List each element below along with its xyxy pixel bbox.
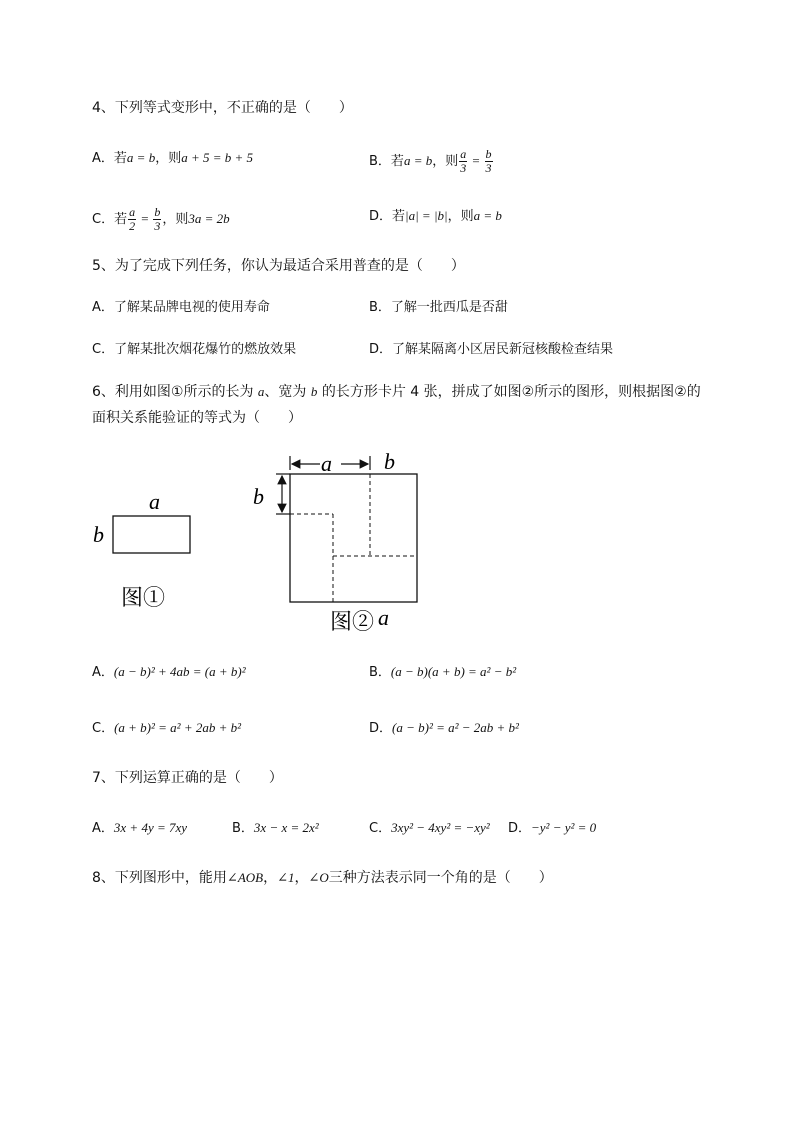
fig2-top-a-label: a — [321, 451, 332, 476]
rectangle-card — [113, 516, 190, 553]
question-4-stem: 4、下列等式变形中，不正确的是（ ） — [92, 100, 353, 116]
fraction: $\frac{a}{2}$ — [129, 205, 136, 233]
q6-option-a: A．(a − b)² + 4ab = (a + b)² — [92, 664, 246, 680]
fraction: $\frac{a}{3}$ — [460, 147, 467, 175]
q4-option-b: B．若a = b，则 $\frac{a}{3}$ = $\frac{b}{3}$ — [369, 147, 492, 175]
fig2-left-b-label: b — [253, 484, 264, 509]
q7-option-b: B．3x − x = 2x² — [232, 820, 319, 836]
question-6-stem-line2: 面积关系能验证的等式为（ ） — [92, 410, 302, 426]
outer-square — [290, 474, 417, 602]
q7-option-a: A．3x + 4y = 7xy — [92, 820, 188, 836]
q6-option-b: B．(a − b)(a + b) = a² − b² — [369, 664, 517, 680]
fig1-top-label: a — [149, 489, 160, 514]
question-5-stem: 5、为了完成下列任务，你认为最适合采用普查的是（ ） — [92, 258, 465, 274]
q5-option-b: B．了解一批西瓜是否甜 — [369, 300, 508, 315]
question-8-stem: 8、下列图形中，能用∠AOB，∠1，∠O三种方法表示同一个角的是（ ） — [92, 870, 553, 886]
fig1-caption: 图① — [121, 585, 166, 610]
fraction: $\frac{b}{3}$ — [154, 205, 161, 233]
fig2-caption: 图② — [330, 609, 375, 634]
q4-option-d: D．若|a| = |b|，则a = b — [369, 208, 502, 224]
q6-option-c: C．(a + b)² = a² + 2ab + b² — [92, 720, 242, 736]
q6-option-d: D．(a − b)² = a² − 2ab + b² — [369, 720, 519, 736]
q5-option-d: D．了解某隔离小区居民新冠核酸检查结果 — [369, 342, 614, 357]
q4-option-a: A．若a = b，则a + 5 = b + 5 — [92, 150, 254, 166]
fig2-top-b-label: b — [384, 449, 395, 474]
dashed-partition — [290, 474, 417, 602]
q7-option-c: C．3xy² − 4xy² = −xy² — [369, 820, 490, 836]
fig2-bottom-a-label: a — [378, 605, 389, 630]
question-7-stem: 7、下列运算正确的是（ ） — [92, 770, 283, 786]
q4-option-c: C．若 $\frac{a}{2}$ = $\frac{b}{3}$ ，则3a = 2b — [92, 205, 230, 233]
question-6-stem-line1: 6、利用如图①所示的长为 a、宽为 b 的长方形卡片 4 张，拼成了如图②所示的图形，则根据图②的 — [92, 384, 701, 400]
fig1-left-label: b — [93, 522, 104, 547]
q7-option-d: D．−y² − y² = 0 — [508, 820, 597, 836]
figure-2 — [248, 448, 448, 640]
figure-1 — [85, 485, 205, 615]
q5-option-a: A．了解某品牌电视的使用寿命 — [92, 300, 270, 315]
q5-option-c: C．了解某批次烟花爆竹的燃放效果 — [92, 342, 297, 357]
fraction: $\frac{b}{3}$ — [485, 147, 492, 175]
